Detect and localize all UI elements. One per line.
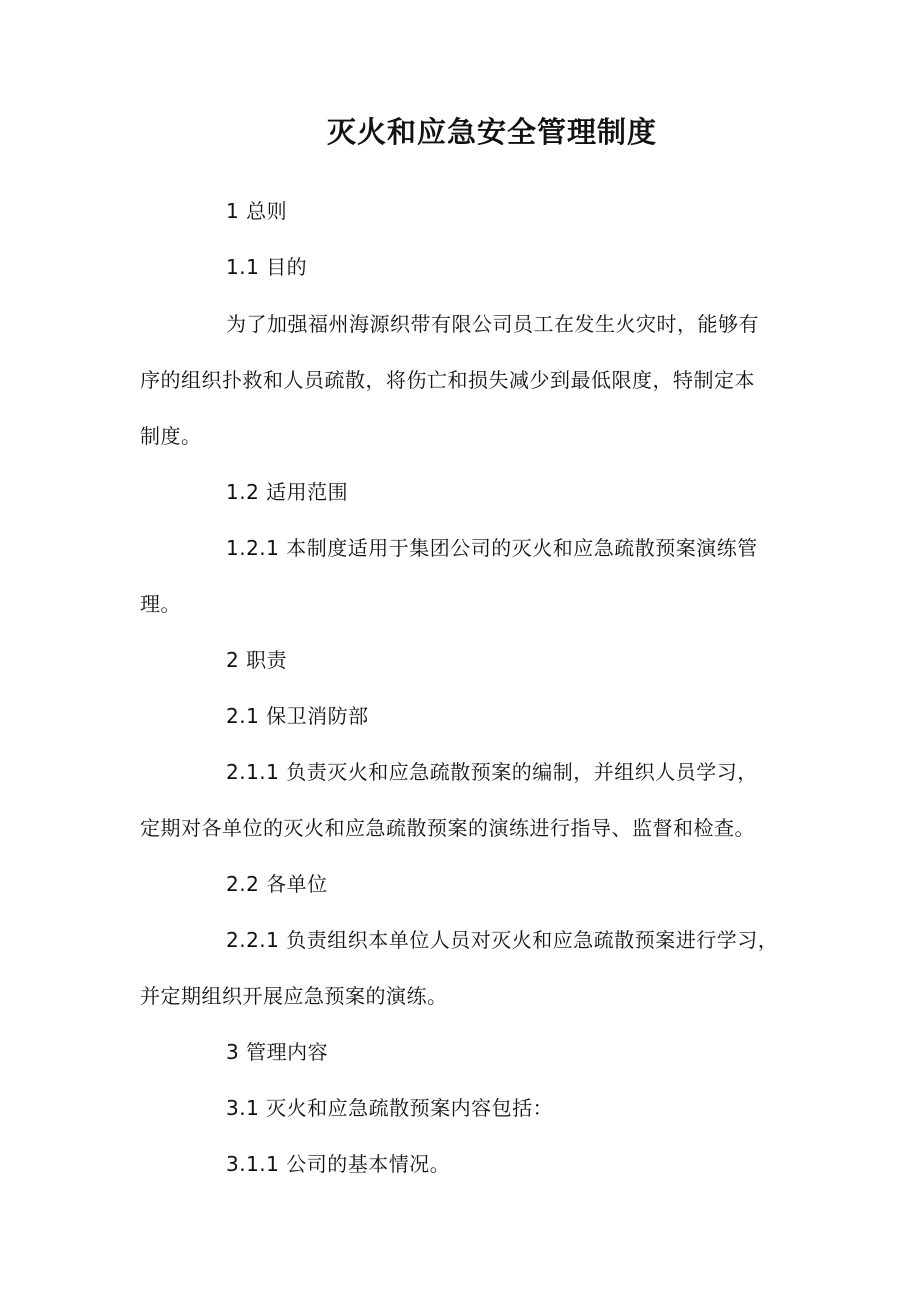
document-title: 灭火和应急安全管理制度 [326,115,657,149]
subsection-heading-1-2: 1.2 适用范围 [226,480,349,504]
paragraph-line: 理。 [140,592,181,616]
subsection-heading-3-1-1: 3.1.1 公司的基本情况。 [226,1152,451,1176]
paragraph-line: 序的组织扑救和人员疏散，将伤亡和损失减少到最低限度，特制定本 [140,368,755,392]
paragraph-line: 2.2.1 负责组织本单位人员对灭火和应急疏散预案进行学习， [226,928,779,952]
paragraph-line: 并定期组织开展应急预案的演练。 [140,984,448,1008]
paragraph-line: 为了加强福州海源织带有限公司员工在发生火灾时，能够有 [226,312,759,336]
subsection-heading-3-1: 3.1 灭火和应急疏散预案内容包括： [226,1096,554,1120]
paragraph-line: 1.2.1 本制度适用于集团公司的灭火和应急疏散预案演练管 [226,536,758,560]
section-heading-3: 3 管理内容 [226,1040,329,1064]
paragraph-line: 制度。 [140,424,202,448]
section-heading-1: 1 总则 [226,199,288,223]
paragraph-line: 定期对各单位的灭火和应急疏散预案的演练进行指导、监督和检查。 [140,816,755,840]
subsection-heading-1-1: 1.1 目的 [226,255,308,279]
subsection-heading-2-2: 2.2 各单位 [226,872,328,896]
paragraph-line: 2.1.1 负责灭火和应急疏散预案的编制，并组织人员学习， [226,760,758,784]
section-heading-2: 2 职责 [226,648,288,672]
subsection-heading-2-1: 2.1 保卫消防部 [226,704,369,728]
